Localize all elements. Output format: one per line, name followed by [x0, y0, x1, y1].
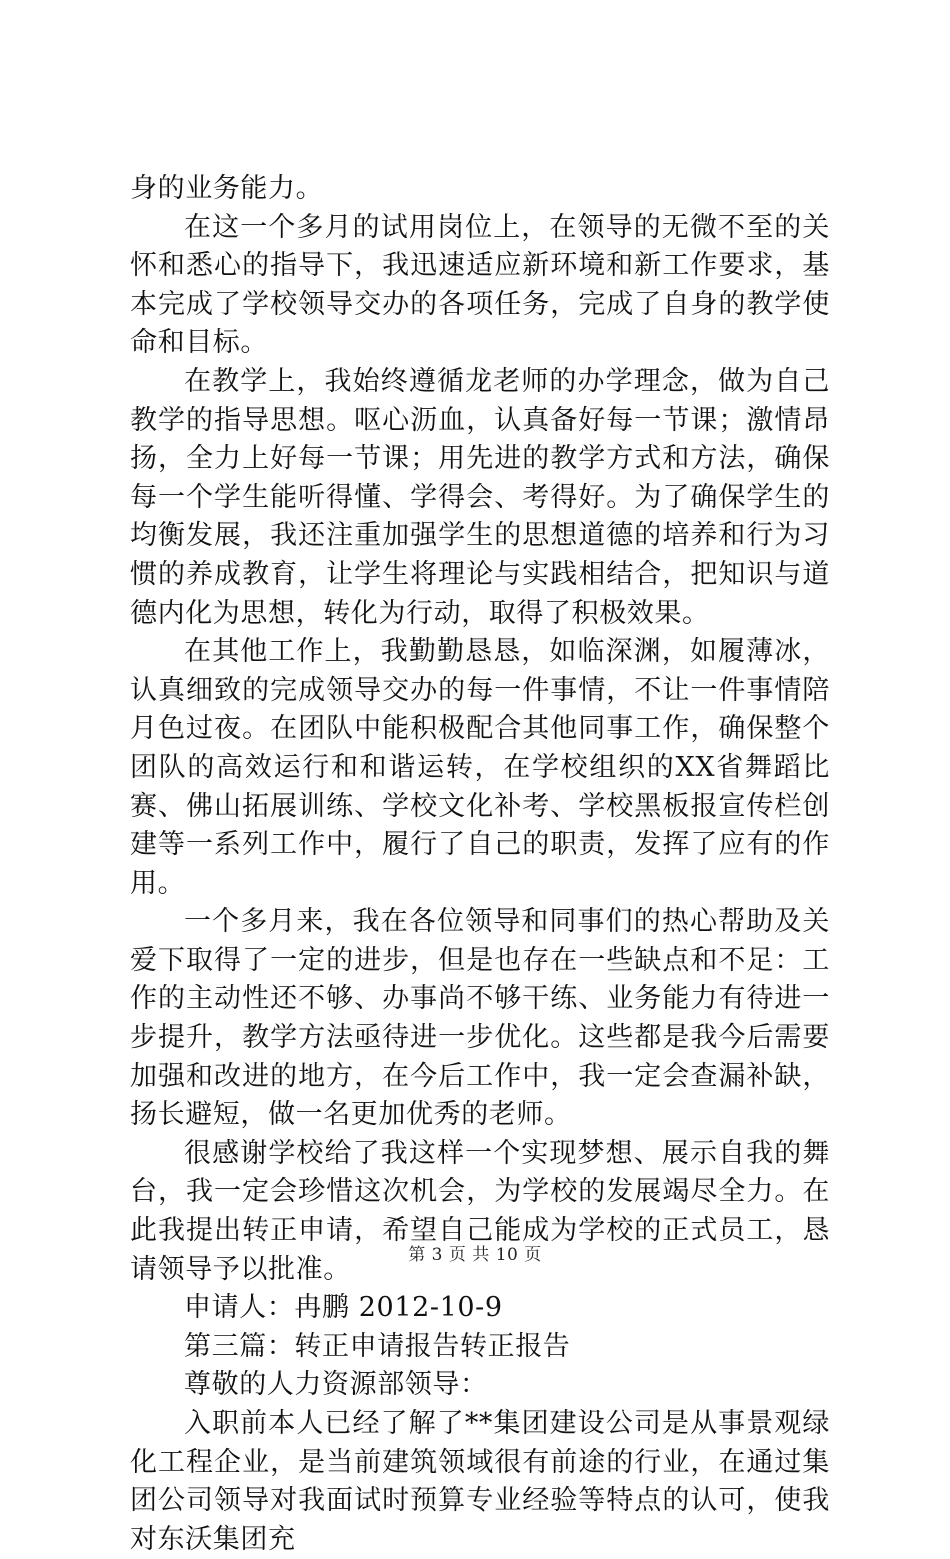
page-number-footer: 第 3 页 共 10 页 [408, 1245, 542, 1265]
paragraph-teaching: 在教学上，我始终遵循龙老师的办学理念，做为自己教学的指导思想。呕心沥血，认真备好每一节课；激情昂扬，全力上好每一节课；用先进的教学方式和方法，确保每一个学生能听得懂、学得会、考得好。为了确保学生的均衡发展，我还注重加强学生的思想道德的培养和行为习惯的养成教育，让学生将理论与实践相结合，把知识与道德内化为思想，转化为行动，取得了积极效果。 [130, 365, 830, 629]
paragraph-intro: 入职前本人已经了解了**集团建设公司是从事景观绿化工程企业，是当前建筑领域很有前途的行业，在通过集团公司领导对我面试时预算专业经验等特点的认可，使我对东沃集团充 [130, 1408, 830, 1555]
paragraph-thanks: 很感谢学校给了我这样一个实现梦想、展示自我的舞台，我一定会珍惜这次机会，为学校的发展竭尽全力。在此我提出转正申请，希望自己能成为学校的正式员工，恳请领导予以批准。 [130, 1137, 830, 1285]
applicant-signature: 申请人：冉鹏 2012-10-9 [184, 1292, 503, 1324]
paragraph-shortcomings: 一个多月来，我在各位领导和同事们的热心帮助及关爱下取得了一定的进步，但是也存在一些缺点和不足：工作的主动性还不够、办事尚不够干练、业务能力有待进一步提升，教学方法亟待进一步优化。这些都是我今后需要加强和改进的地方，在今后工作中，我一定会查漏补缺，扬长避短，做一名更加优秀的老师。 [130, 906, 830, 1131]
salutation: 尊敬的人力资源部领导： [184, 1369, 488, 1401]
paragraph-continuation: 身的业务能力。 [130, 173, 324, 204]
paragraph-probation: 在这一个多月的试用岗位上，在领导的无微不至的关怀和悉心的指导下，我迅速适应新环境和新工作要求，基本完成了学校领导交办的各项任务，完成了自身的教学使命和目标。 [130, 211, 830, 359]
document-body [130, 170, 830, 1559]
paragraph-other-work: 在其他工作上，我勤勤恳恳，如临深渊，如履薄冰，认真细致的完成领导交办的每一件事情，不让一件事情陪月色过夜。在团队中能积极配合其他同事工作，确保整个团队的高效运行和和谐运转，在学校组织的XX省舞蹈比赛、佛山拓展训练、学校文化补考、学校黑板报宣传栏创建等一系列工作中，履行了自己的职责，发挥了应有的作用。 [130, 636, 830, 899]
section-heading: 第三篇：转正申请报告转正报告 [184, 1330, 571, 1362]
